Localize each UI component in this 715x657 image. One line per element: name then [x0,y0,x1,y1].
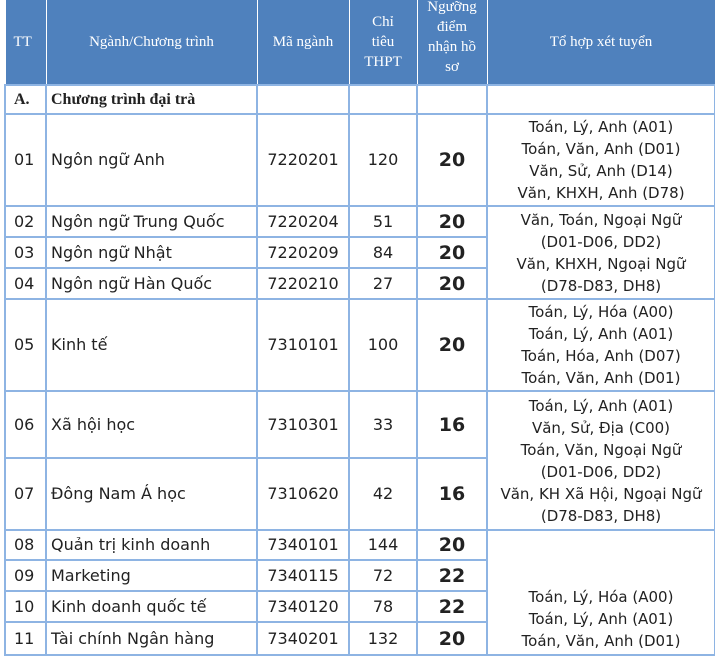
row-program: Ngôn ngữ Anh [46,114,257,206]
header-threshold-line: sơ [445,59,459,75]
section-label: Chương trình đại trà [46,85,257,114]
row-code: 7220210 [257,268,349,299]
row-tt: 08 [5,530,46,560]
row-quota: 72 [349,560,417,591]
section-tt: A. [5,85,46,114]
row-score: 20 [417,206,487,237]
combo-line: Toán, Lý, Anh (A01) [528,325,674,343]
row-code: 7340120 [257,591,349,622]
header-quota-line: Chỉ [372,14,394,30]
row-program: Ngôn ngữ Nhật [46,237,257,268]
table-row [5,206,715,237]
row-quota: 84 [349,237,417,268]
row-code: 7220204 [257,206,349,237]
row-score: 22 [417,591,487,622]
combo-line: Văn, KHXH, Ngoại Ngữ [516,254,686,273]
header-program: Ngành/Chương trình [46,0,257,85]
combo-cell [487,299,715,391]
combo-line: Toán, Hóa, Anh (D07) [521,347,681,365]
header-tt: TT [5,0,46,85]
row-code: 7340101 [257,530,349,560]
row-quota: 132 [349,622,417,655]
row-quota: 27 [349,268,417,299]
row-tt: 11 [5,622,46,655]
combo-line: Văn, Sử, Anh (D14) [529,162,673,180]
row-score: 20 [417,299,487,391]
combo-cell [487,391,715,530]
row-score: 16 [417,458,487,530]
combo-line: (D01-D06, DD2) [540,462,662,481]
row-code: 7310101 [257,299,349,391]
combo-line: Toán, Văn, Ngoại Ngữ [520,440,682,459]
row-tt: 04 [5,268,46,299]
header-quota [349,0,417,85]
row-tt: 03 [5,237,46,268]
row-program: Đông Nam Á học [46,458,257,530]
row-code: 7310620 [257,458,349,530]
row-quota: 120 [349,114,417,206]
combo-line: Toán, Văn, Anh (D01) [521,632,681,650]
header-threshold [417,0,487,85]
combo-line: Toán, Lý, Anh (A01) [528,396,674,415]
row-program: Tài chính Ngân hàng [46,622,257,655]
row-quota: 51 [349,206,417,237]
combo-line: (D78-D83, DH8) [540,506,662,525]
row-tt: 05 [5,299,46,391]
row-program: Ngôn ngữ Trung Quốc [46,206,257,237]
row-score: 20 [417,114,487,206]
combo-line: Toán, Văn, Anh (D01) [521,369,681,387]
combo-line: (D01-D06, DD2) [540,232,662,251]
table-row [5,299,715,391]
row-tt: 06 [5,391,46,458]
row-code: 7310301 [257,391,349,458]
row-score: 22 [417,560,487,591]
header-combo: Tổ hợp xét tuyển [487,0,715,85]
row-tt: 01 [5,114,46,206]
header-threshold-line: điểm [437,19,467,35]
row-tt: 07 [5,458,46,530]
row-quota: 78 [349,591,417,622]
header-quota-line: THPT [364,54,402,70]
header-threshold-line: Ngưỡng [427,0,477,15]
table-row [5,114,715,206]
row-quota: 33 [349,391,417,458]
row-quota: 144 [349,530,417,560]
row-program: Ngôn ngữ Hàn Quốc [46,268,257,299]
row-quota: 100 [349,299,417,391]
combo-line: Toán, Văn, Anh (D01) [521,140,681,158]
combo-line: (D78-D83, DH8) [540,276,662,295]
row-tt: 02 [5,206,46,237]
row-score: 20 [417,268,487,299]
row-code: 7340115 [257,560,349,591]
combo-line: Toán, Lý, Anh (A01) [528,610,674,628]
row-program: Marketing [46,560,257,591]
row-score: 20 [417,237,487,268]
table-row [5,530,715,560]
row-program: Xã hội học [46,391,257,458]
combo-line: Văn, Toán, Ngoại Ngữ [520,210,682,229]
row-code: 7340201 [257,622,349,655]
combo-cell [487,530,715,655]
combo-line: Văn, Sử, Địa (C00) [531,418,671,437]
row-program: Kinh tế [46,299,257,391]
combo-line: Toán, Lý, Hóa (A00) [528,303,674,321]
combo-line: Văn, KHXH, Anh (D78) [517,184,685,202]
table-row [5,391,715,458]
header-code: Mã ngành [257,0,349,85]
row-program: Quản trị kinh doanh [46,530,257,560]
row-tt: 10 [5,591,46,622]
row-score: 20 [417,530,487,560]
header-quota-line: tiêu [371,34,395,50]
combo-cell [487,114,715,206]
row-score: 20 [417,622,487,655]
combo-line: Toán, Lý, Anh (A01) [528,118,674,136]
row-program: Kinh doanh quốc tế [46,591,257,622]
row-score: 16 [417,391,487,458]
row-tt: 09 [5,560,46,591]
header-threshold-line: nhận hồ [428,39,476,55]
combo-line: Toán, Lý, Hóa (A00) [528,588,674,606]
section-row [5,85,715,114]
row-code: 7220201 [257,114,349,206]
header-row [5,0,715,85]
row-code: 7220209 [257,237,349,268]
combo-cell [487,206,715,299]
admission-table [4,0,715,656]
combo-line: Văn, KH Xã Hội, Ngoại Ngữ [500,484,702,503]
row-quota: 42 [349,458,417,530]
